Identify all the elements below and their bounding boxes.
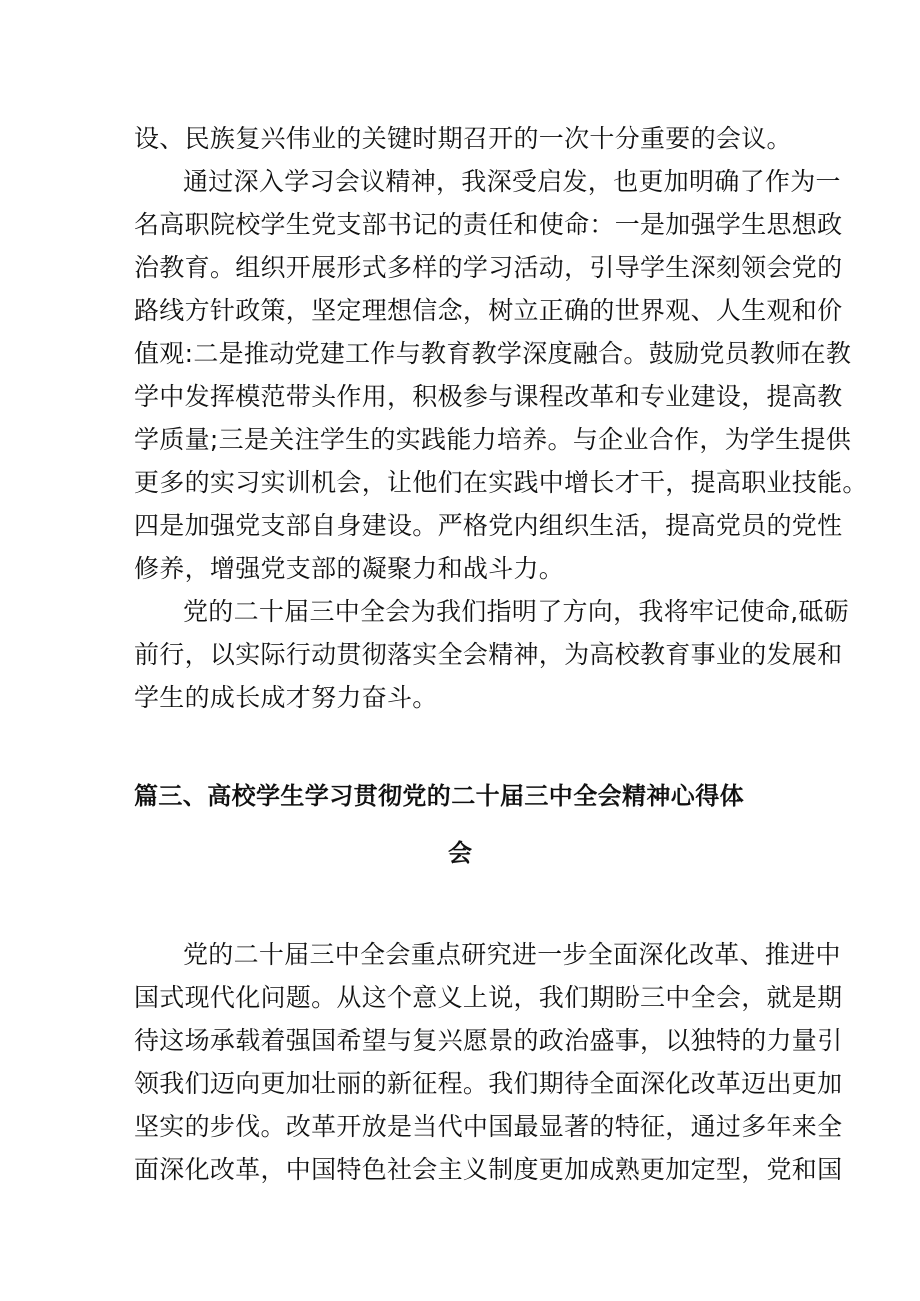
section-heading-continuation: 会 <box>448 839 472 867</box>
paragraph-1-line: 设、民族复兴伟业的关键时期召开的一次十分重要的会议。 <box>134 124 792 153</box>
paragraph-2-line: 名高职院校学生党支部书记的责任和使命：一是加强学生思想政 <box>134 210 843 239</box>
paragraph-4-line: 党的二十届三中全会重点研究进一步全面深化改革、推进中 <box>183 940 841 969</box>
paragraph-3-line: 党的二十届三中全会为我们指明了方向，我将牢记使命,砥砺 <box>183 597 850 626</box>
paragraph-4-line: 面深化改革，中国特色社会主义制度更加成熟更加定型，党和国 <box>134 1155 843 1184</box>
paragraph-2-line: 治教育。组织开展形式多样的学习活动，引导学生深刻领会党的 <box>134 253 843 282</box>
paragraph-2-line: 学质量;三是关注学生的实践能力培养。与企业合作，为学生提供 <box>134 425 852 454</box>
paragraph-2-line: 修养，增强党支部的凝聚力和战斗力。 <box>134 554 565 583</box>
paragraph-2-line: 四是加强党支部自身建设。严格党内组织生活，提高党员的党性 <box>134 511 843 540</box>
paragraph-3-line: 前行，以实际行动贯彻落实全会精神，为高校教育事业的发展和 <box>134 640 843 669</box>
paragraph-2-line: 通过深入学习会议精神，我深受启发，也更加明确了作为一 <box>183 167 841 196</box>
paragraph-3-line: 学生的成长成才努力奋斗。 <box>134 683 438 712</box>
paragraph-4-line: 待这场承载着强国希望与复兴愿景的政治盛事，以独特的力量引 <box>134 1026 843 1055</box>
paragraph-4-line: 领我们迈向更加壮丽的新征程。我们期待全面深化改革迈出更加 <box>134 1069 843 1098</box>
paragraph-2-line: 更多的实习实训机会，让他们在实践中增长才干，提高职业技能。 <box>134 468 868 497</box>
paragraph-4-line: 坚实的步伐。改革开放是当代中国最显著的特征，通过多年来全 <box>134 1112 843 1141</box>
paragraph-2-line: 路线方针政策，坚定理想信念，树立正确的世界观、人生观和价 <box>134 296 843 325</box>
paragraph-2-line: 学中发挥模范带头作用，积极参与课程改革和专业建设，提高教 <box>134 382 843 411</box>
section-heading: 篇三、高校学生学习贯彻党的二十届三中全会精神心得体 <box>134 782 744 810</box>
paragraph-4-line: 国式现代化问题。从这个意义上说，我们期盼三中全会，就是期 <box>134 983 843 1012</box>
paragraph-2-line: 值观:二是推动党建工作与教育教学深度融合。鼓励党员教师在教 <box>134 339 852 368</box>
